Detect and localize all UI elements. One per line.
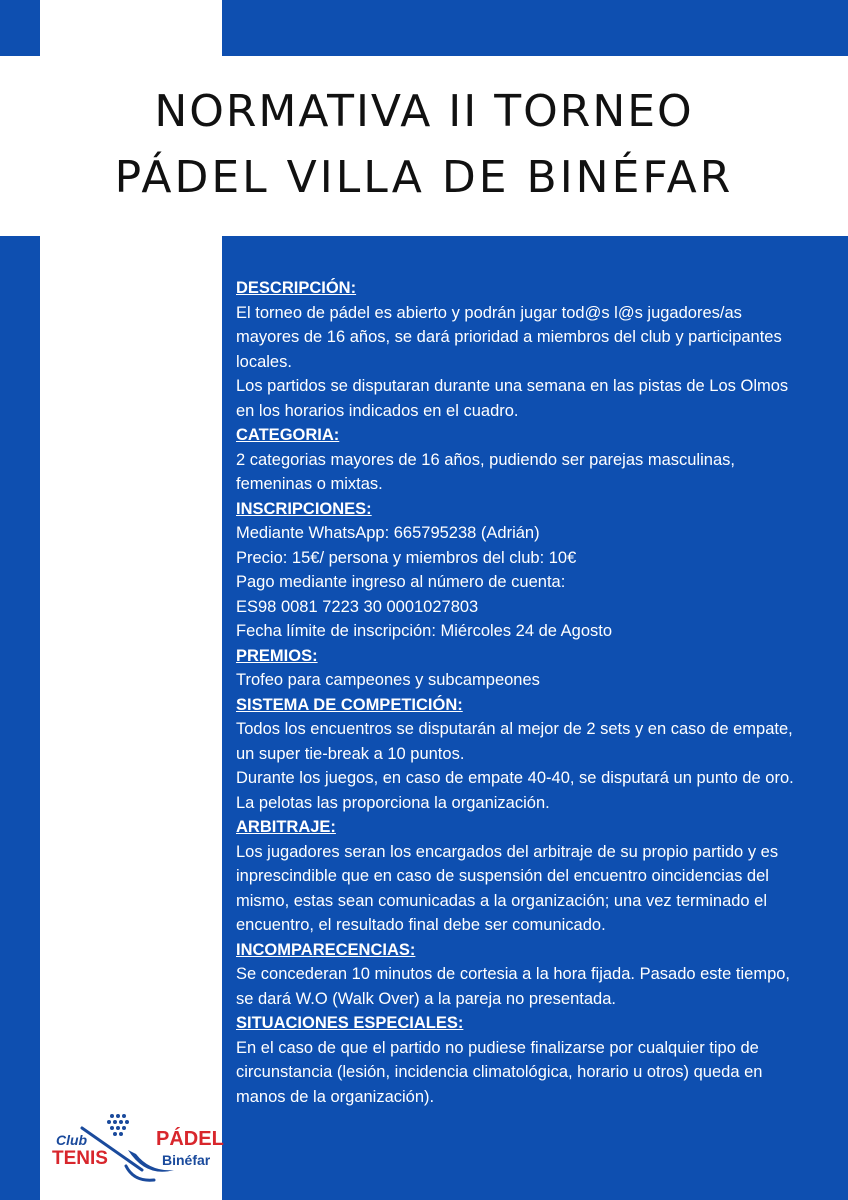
section-heading: ARBITRAJE:: [236, 818, 336, 836]
section-heading: INCOMPARECENCIAS:: [236, 940, 416, 959]
section-premios: [236, 644, 842, 693]
section-line: Durante los juegos, en caso de empate 40-40, se disputará un punto de oro.: [236, 769, 794, 787]
rules-content: [236, 276, 842, 1109]
section-line: Se concederan 10 minutos de cortesia a la hora fijada. Pasado este tiempo,: [236, 965, 791, 983]
section-incomparecencias: [236, 938, 842, 1012]
section-line: mismo, estas sean comunicadas a la organización; una vez terminado el: [236, 891, 768, 910]
logo-padel-text: PÁDEL: [156, 1128, 224, 1150]
logo-binefar-text: Binéfar: [162, 1152, 211, 1168]
section-line: Trofeo para campeones y subcampeones: [236, 671, 540, 689]
section-line: Fecha límite de inscripción: Miércoles 24 de Agosto: [236, 622, 613, 640]
section-line: encuentro, el resultado final debe ser comunicado.: [236, 916, 606, 934]
section-line: En el caso de que el partido no pudiese finalizarse por cualquier tipo de: [236, 1038, 759, 1057]
section-situaciones-especiales: [236, 1011, 842, 1109]
page-title-line-2: PÁDEL VILLA DE BINÉFAR: [114, 152, 734, 203]
section-heading: CATEGORIA:: [236, 426, 340, 444]
section-line: un super tie-break a 10 puntos.: [236, 744, 465, 763]
section-line: mayores de 16 años, se dará prioridad a miembros del club y participantes: [236, 328, 782, 346]
section-line: El torneo de pádel es abierto y podrán jugar tod@s l@s jugadores/as: [236, 303, 742, 322]
section-line: 2 categorias mayores de 16 años, pudiendo ser parejas masculinas,: [236, 450, 735, 469]
logo-club-text: Club: [56, 1132, 88, 1148]
section-arbitraje: [236, 815, 842, 938]
section-line: locales.: [236, 352, 292, 371]
section-inscripciones: [236, 497, 842, 644]
section-line: Todos los encuentros se disputarán al mejor de 2 sets y en caso de empate,: [236, 720, 793, 738]
top-left-blue-block: [0, 0, 40, 56]
section-line: Mediante WhatsApp: 665795238 (Adrián): [236, 524, 540, 542]
top-white-strip: [40, 0, 222, 56]
section-line: en los horarios indicados en el cuadro.: [236, 401, 519, 420]
section-line: ES98 0081 7223 30 0001027803: [236, 597, 479, 616]
section-heading: SISTEMA DE COMPETICIÓN:: [236, 695, 463, 714]
logo-tenis-text: TENIS: [52, 1148, 108, 1169]
section-categoria: [236, 423, 842, 497]
section-descripcion: [236, 276, 842, 423]
section-heading: PREMIOS:: [236, 646, 318, 665]
club-logo: [50, 1108, 224, 1186]
title-band: [0, 56, 848, 236]
section-line: femeninas o mixtas.: [236, 475, 383, 493]
section-line: Los jugadores seran los encargados del arbitraje de su propio partido y es: [236, 842, 779, 861]
section-line: manos de la organización).: [236, 1087, 435, 1106]
top-right-blue-block: [222, 0, 848, 56]
section-line: Los partidos se disputaran durante una semana en las pistas de Los Olmos: [236, 377, 789, 395]
section-line: inprescindible que en caso de suspensión del encuentro oincidencias del: [236, 867, 769, 885]
section-sistema-competicion: [236, 693, 842, 816]
section-heading: INSCRIPCIONES:: [236, 499, 372, 518]
section-line: Pago mediante ingreso al número de cuenta:: [236, 573, 566, 591]
section-heading: SITUACIONES ESPECIALES:: [236, 1014, 464, 1032]
page-title-line-1: NORMATIVA II TORNEO: [154, 86, 694, 137]
section-line: circunstancia (lesión, incidencia climatológica, horario u otros) queda en: [236, 1063, 763, 1081]
left-white-strip: [40, 236, 222, 1200]
section-line: La pelotas las proporciona la organización.: [236, 793, 550, 812]
section-heading: DESCRIPCIÓN:: [236, 279, 357, 297]
section-line: se dará W.O (Walk Over) a la pareja no presentada.: [236, 989, 616, 1008]
section-line: Precio: 15€/ persona y miembros del club: 10€: [236, 548, 577, 567]
